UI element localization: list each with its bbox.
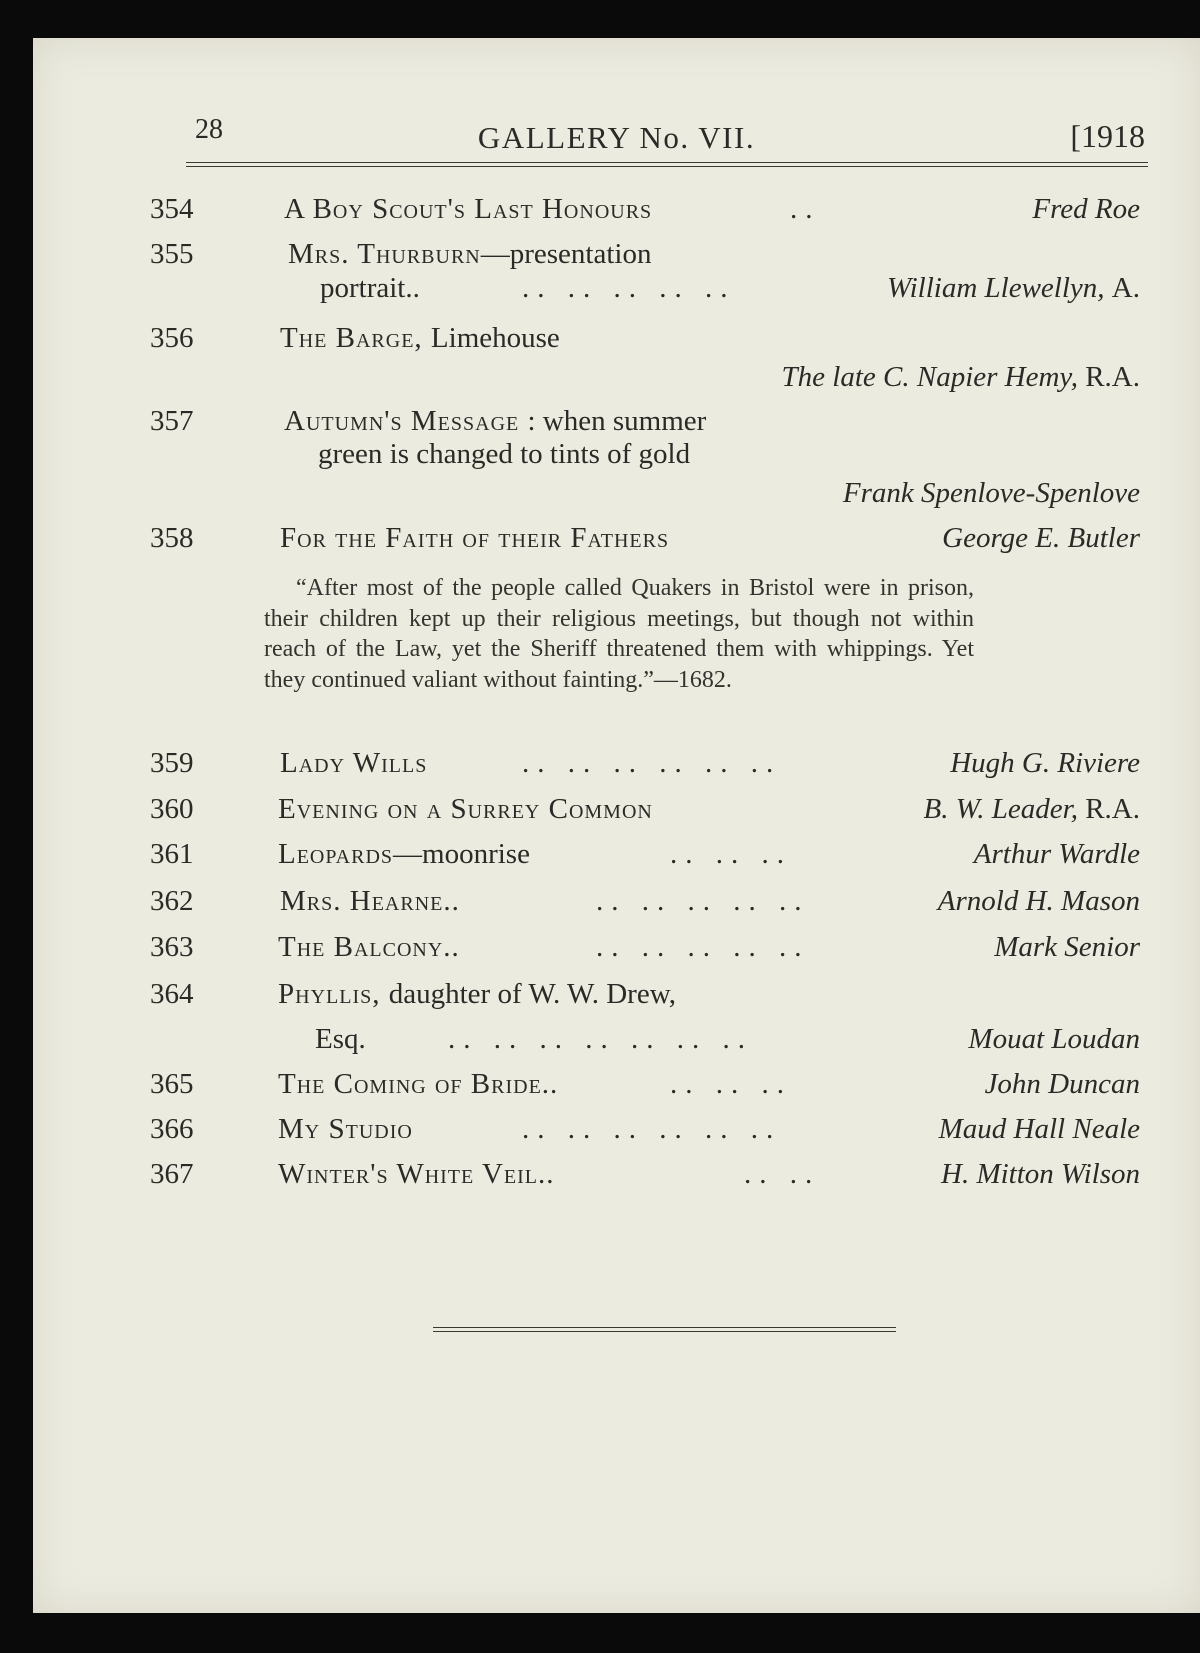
entry-364-line2 (0, 1023, 1200, 1057)
dot-leader: .. .. .. .. .. .. (522, 747, 782, 779)
entry-title: Mrs. Thurburn—presentation (288, 238, 652, 270)
entry-title: Phyllis, daughter of W. W. Drew, (278, 978, 677, 1010)
dot-leader: .. .. .. (670, 838, 792, 870)
entry-number: 354 (150, 193, 194, 225)
entry-364 (0, 978, 1200, 1012)
entry-356-artist-line (0, 361, 1200, 395)
page-number: 28 (195, 114, 223, 145)
entry-number: 358 (150, 522, 194, 554)
entry-title-rest: —presentation (480, 238, 652, 270)
artist-honour: A. (1111, 272, 1140, 304)
entry-360 (0, 793, 1200, 827)
entry-title: The Coming of Bride.. (278, 1068, 559, 1100)
entry-number: 359 (150, 747, 194, 779)
entry-artist: The late C. Napier Hemy, R.A. (781, 361, 1140, 393)
entry-artist: Mouat Loudan (968, 1023, 1140, 1055)
entry-artist: George E. Butler (942, 522, 1140, 554)
entry-title-continued: portrait.. (320, 272, 420, 304)
entry-title-rest: : when summer (527, 405, 707, 437)
entry-title: Leopards—moonrise (278, 838, 530, 870)
entry-367 (0, 1158, 1200, 1192)
entry-artist: Fred Roe (1032, 193, 1140, 225)
entry-number: 366 (150, 1113, 194, 1145)
entry-354 (0, 193, 1200, 227)
entry-358 (0, 522, 1200, 556)
entry-356 (0, 322, 1200, 356)
entry-357-line2 (0, 438, 1200, 472)
entry-artist: Arthur Wardle (973, 838, 1140, 870)
entry-artist: Arnold H. Mason (937, 885, 1140, 917)
closing-rule (433, 1327, 896, 1328)
entry-artist: Hugh G. Riviere (950, 747, 1140, 779)
header-rule (186, 162, 1148, 163)
dot-leader: .. .. .. .. .. .. (522, 1113, 782, 1145)
entry-359 (0, 747, 1200, 781)
year-marker: [1918 (1070, 118, 1145, 154)
entry-title: Winter's White Veil.. (278, 1158, 555, 1190)
entry-artist: Frank Spenlove-Spenlove (842, 477, 1140, 509)
entry-365 (0, 1068, 1200, 1102)
quakers-quotation: “After most of the people called Quakers in Bristol were in prison, their children kept up their religious meetings, but though not within reach of the Law, yet the Sheriff threatened them with whippings. Yet they continued valiant without fainting.”—1682. (264, 575, 974, 693)
dot-leader: .. .. .. .. .. .. .. (448, 1023, 753, 1055)
entry-title: Mrs. Hearne.. (280, 885, 460, 917)
entry-number: 367 (150, 1158, 194, 1190)
entry-357-artist-line (0, 477, 1200, 511)
entry-title-rest: daughter of W. W. Drew, (388, 978, 677, 1010)
entry-title: Lady Wills (280, 747, 428, 779)
dot-leader: .. (790, 193, 821, 225)
entry-355 (0, 238, 1200, 272)
entry-title: Autumn's Message : when summer (284, 405, 707, 437)
entry-366 (0, 1113, 1200, 1147)
entry-artist: Mark Senior (994, 931, 1140, 963)
entry-363 (0, 931, 1200, 965)
entry-title: The Barge, Limehouse (280, 322, 560, 354)
entry-title: My Studio (278, 1113, 413, 1145)
entry-artist: John Duncan (984, 1068, 1140, 1100)
dot-leader: .. .. .. .. .. (596, 931, 810, 963)
entry-artist: William Llewellyn, A. (887, 272, 1140, 304)
entry-title-continued: green is changed to tints of gold (318, 438, 691, 470)
artist-honour: R.A. (1085, 793, 1140, 825)
entry-number: 361 (150, 838, 194, 870)
entry-number: 356 (150, 322, 194, 354)
dot-leader: .. .. .. .. .. (522, 272, 736, 304)
dot-leader: .. .. .. (670, 1068, 792, 1100)
entry-number: 364 (150, 978, 194, 1010)
entry-number: 362 (150, 885, 194, 917)
entry-artist: H. Mitton Wilson (941, 1158, 1140, 1190)
artist-honour: R.A. (1085, 361, 1140, 393)
entry-title: A Boy Scout's Last Honours (284, 193, 653, 225)
entry-number: 363 (150, 931, 194, 963)
entry-artist: B. W. Leader, R.A. (923, 793, 1140, 825)
entry-number: 355 (150, 238, 194, 270)
entry-title-rest: —moonrise (393, 838, 530, 870)
entry-357 (0, 405, 1200, 439)
entry-title: For the Faith of their Fathers (280, 522, 670, 554)
gallery-title: GALLERY No. VII. (477, 120, 756, 155)
entry-362 (0, 885, 1200, 919)
entry-361 (0, 838, 1200, 872)
entry-355-line2 (0, 272, 1200, 306)
entry-title: Evening on a Surrey Common (278, 793, 653, 825)
entry-title-continued: Esq. (315, 1023, 366, 1055)
entry-title-rest: Limehouse (430, 322, 560, 354)
entry-number: 365 (150, 1068, 194, 1100)
dot-leader: .. .. .. .. .. (596, 885, 810, 917)
entry-artist: Maud Hall Neale (938, 1113, 1140, 1145)
dot-leader: .. .. (744, 1158, 821, 1190)
entry-number: 360 (150, 793, 194, 825)
entry-number: 357 (150, 405, 194, 437)
entry-title: The Balcony.. (278, 931, 460, 963)
